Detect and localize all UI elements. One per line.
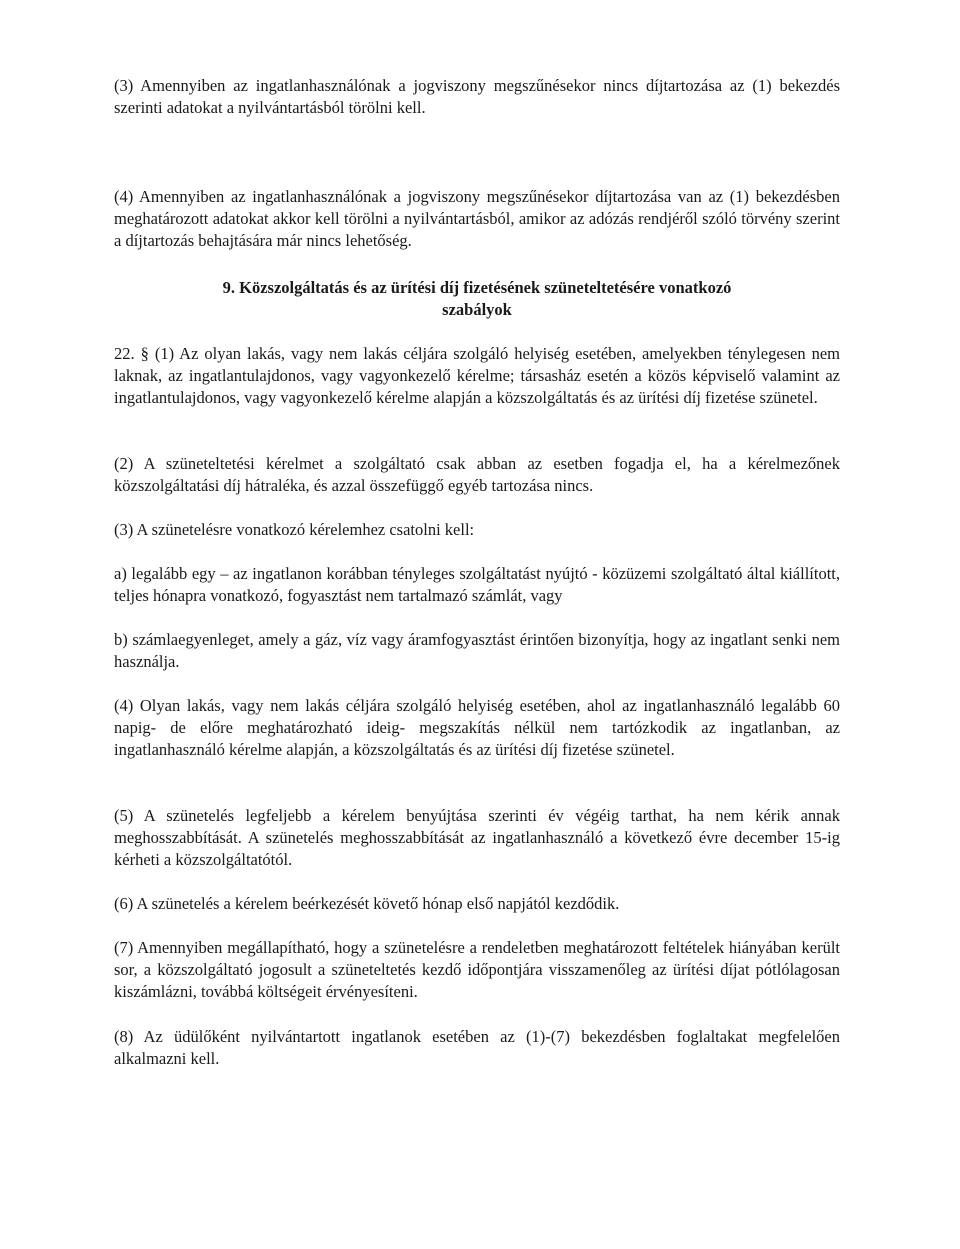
section-22-paragraph-1	[114, 343, 840, 409]
section-22-paragraph-3: (3) A szünetelésre vonatkozó kérelemhez csatolni kell:	[114, 520, 475, 539]
section-22-paragraph-7: (7) Amennyiben megállapítható, hogy a szünetelésre a rendeletben meghatározott feltételek hiányában került sor, a közszolgáltató jogosult a szüneteltetés kezdő időpontjára visszamenőleg az ürítési díjat pótlólagosan kiszámlázni, továbbá költségeit érvényesíteni.	[114, 938, 840, 1001]
section-22-paragraph-2: (2) A szüneteltetési kérelmet a szolgáltató csak abban az esetben fogadja el, ha a kérelmezőnek közszolgáltatási díj hátraléka, és azzal összefüggő egyéb tartozása nincs.	[114, 454, 840, 495]
section-22-paragraph-5: (5) A szünetelés legfeljebb a kérelem benyújtása szerinti év végéig tarthat, ha nem kérik annak meghosszabbítását. A szünetelés meghosszabbítását az ingatlanhasználó a következő évre december 15-ig kérheti a közszolgáltatótól.	[114, 806, 840, 869]
paragraph-3-previous: (3) Amennyiben az ingatlanhasználónak a jogviszony megszűnésekor nincs díjtartozása az (1) bekezdés szerinti adatokat a nyilvántartásból törölni kell.	[114, 76, 840, 117]
section-22-paragraph-8: (8) Az üdülőként nyilvántartott ingatlanok esetében az (1)-(7) bekezdésben foglaltakat megfelelően alkalmazni kell.	[114, 1027, 840, 1068]
section-number: 22.	[114, 344, 135, 363]
section-sign: §	[140, 344, 149, 363]
section-22-paragraph-4: (4) Olyan lakás, vagy nem lakás céljára szolgáló helyiség esetében, ahol az ingatlanhasználó legalább 60 napig- de előre meghatározható ideig- megszakítás nélkül nem tartózkodik az ingatlanban, az ingatlanhasználó kérelme alapján, a közszolgáltatás és az ürítési díj fizetése szünetel.	[114, 696, 840, 759]
section-heading	[114, 277, 840, 321]
section-heading-line-1: 9. Közszolgáltatás és az ürítési díj fizetésének szüneteltetésére vonatkozó	[222, 278, 732, 297]
section-heading-line-2: szabályok	[442, 300, 512, 319]
paragraph-4-previous: (4) Amennyiben az ingatlanhasználónak a jogviszony megszűnésekor díjtartozása van az (1) bekezdésben meghatározott adatokat akkor kell törölni a nyilvántartásból, amikor az adózás rendjéről szóló törvény szerint a díjtartozás behajtására már nincs lehetőség.	[114, 187, 840, 250]
section-22-paragraph-3a: a) legalább egy – az ingatlanon korábban tényleges szolgáltatást nyújtó - közüzemi szolgáltató által kiállított, teljes hónapra vonatkozó, fogyasztást nem tartalmazó számlát, vagy	[114, 564, 840, 605]
section-22-paragraph-6: (6) A szünetelés a kérelem beérkezését követő hónap első napjától kezdődik.	[114, 894, 620, 913]
section-22-paragraph-3b: b) számlaegyenleget, amely a gáz, víz vagy áramfogyasztást érintően bizonyítja, hogy az ingatlant senki nem használja.	[114, 630, 840, 671]
section-22-paragraph-1-text: (1) Az olyan lakás, vagy nem lakás céljára szolgáló helyiség esetében, amelyekben ténylegesen nem laknak, az ingatlantulajdonos, vagy vagyonkezelő kérelme; társasház esetén a közös képviselő valamint az ingatlantulajdonos, vagy vagyonkezelő kérelme alapján a közszolgáltatás és az ürítési díj fizetése szünetel.	[114, 344, 841, 407]
